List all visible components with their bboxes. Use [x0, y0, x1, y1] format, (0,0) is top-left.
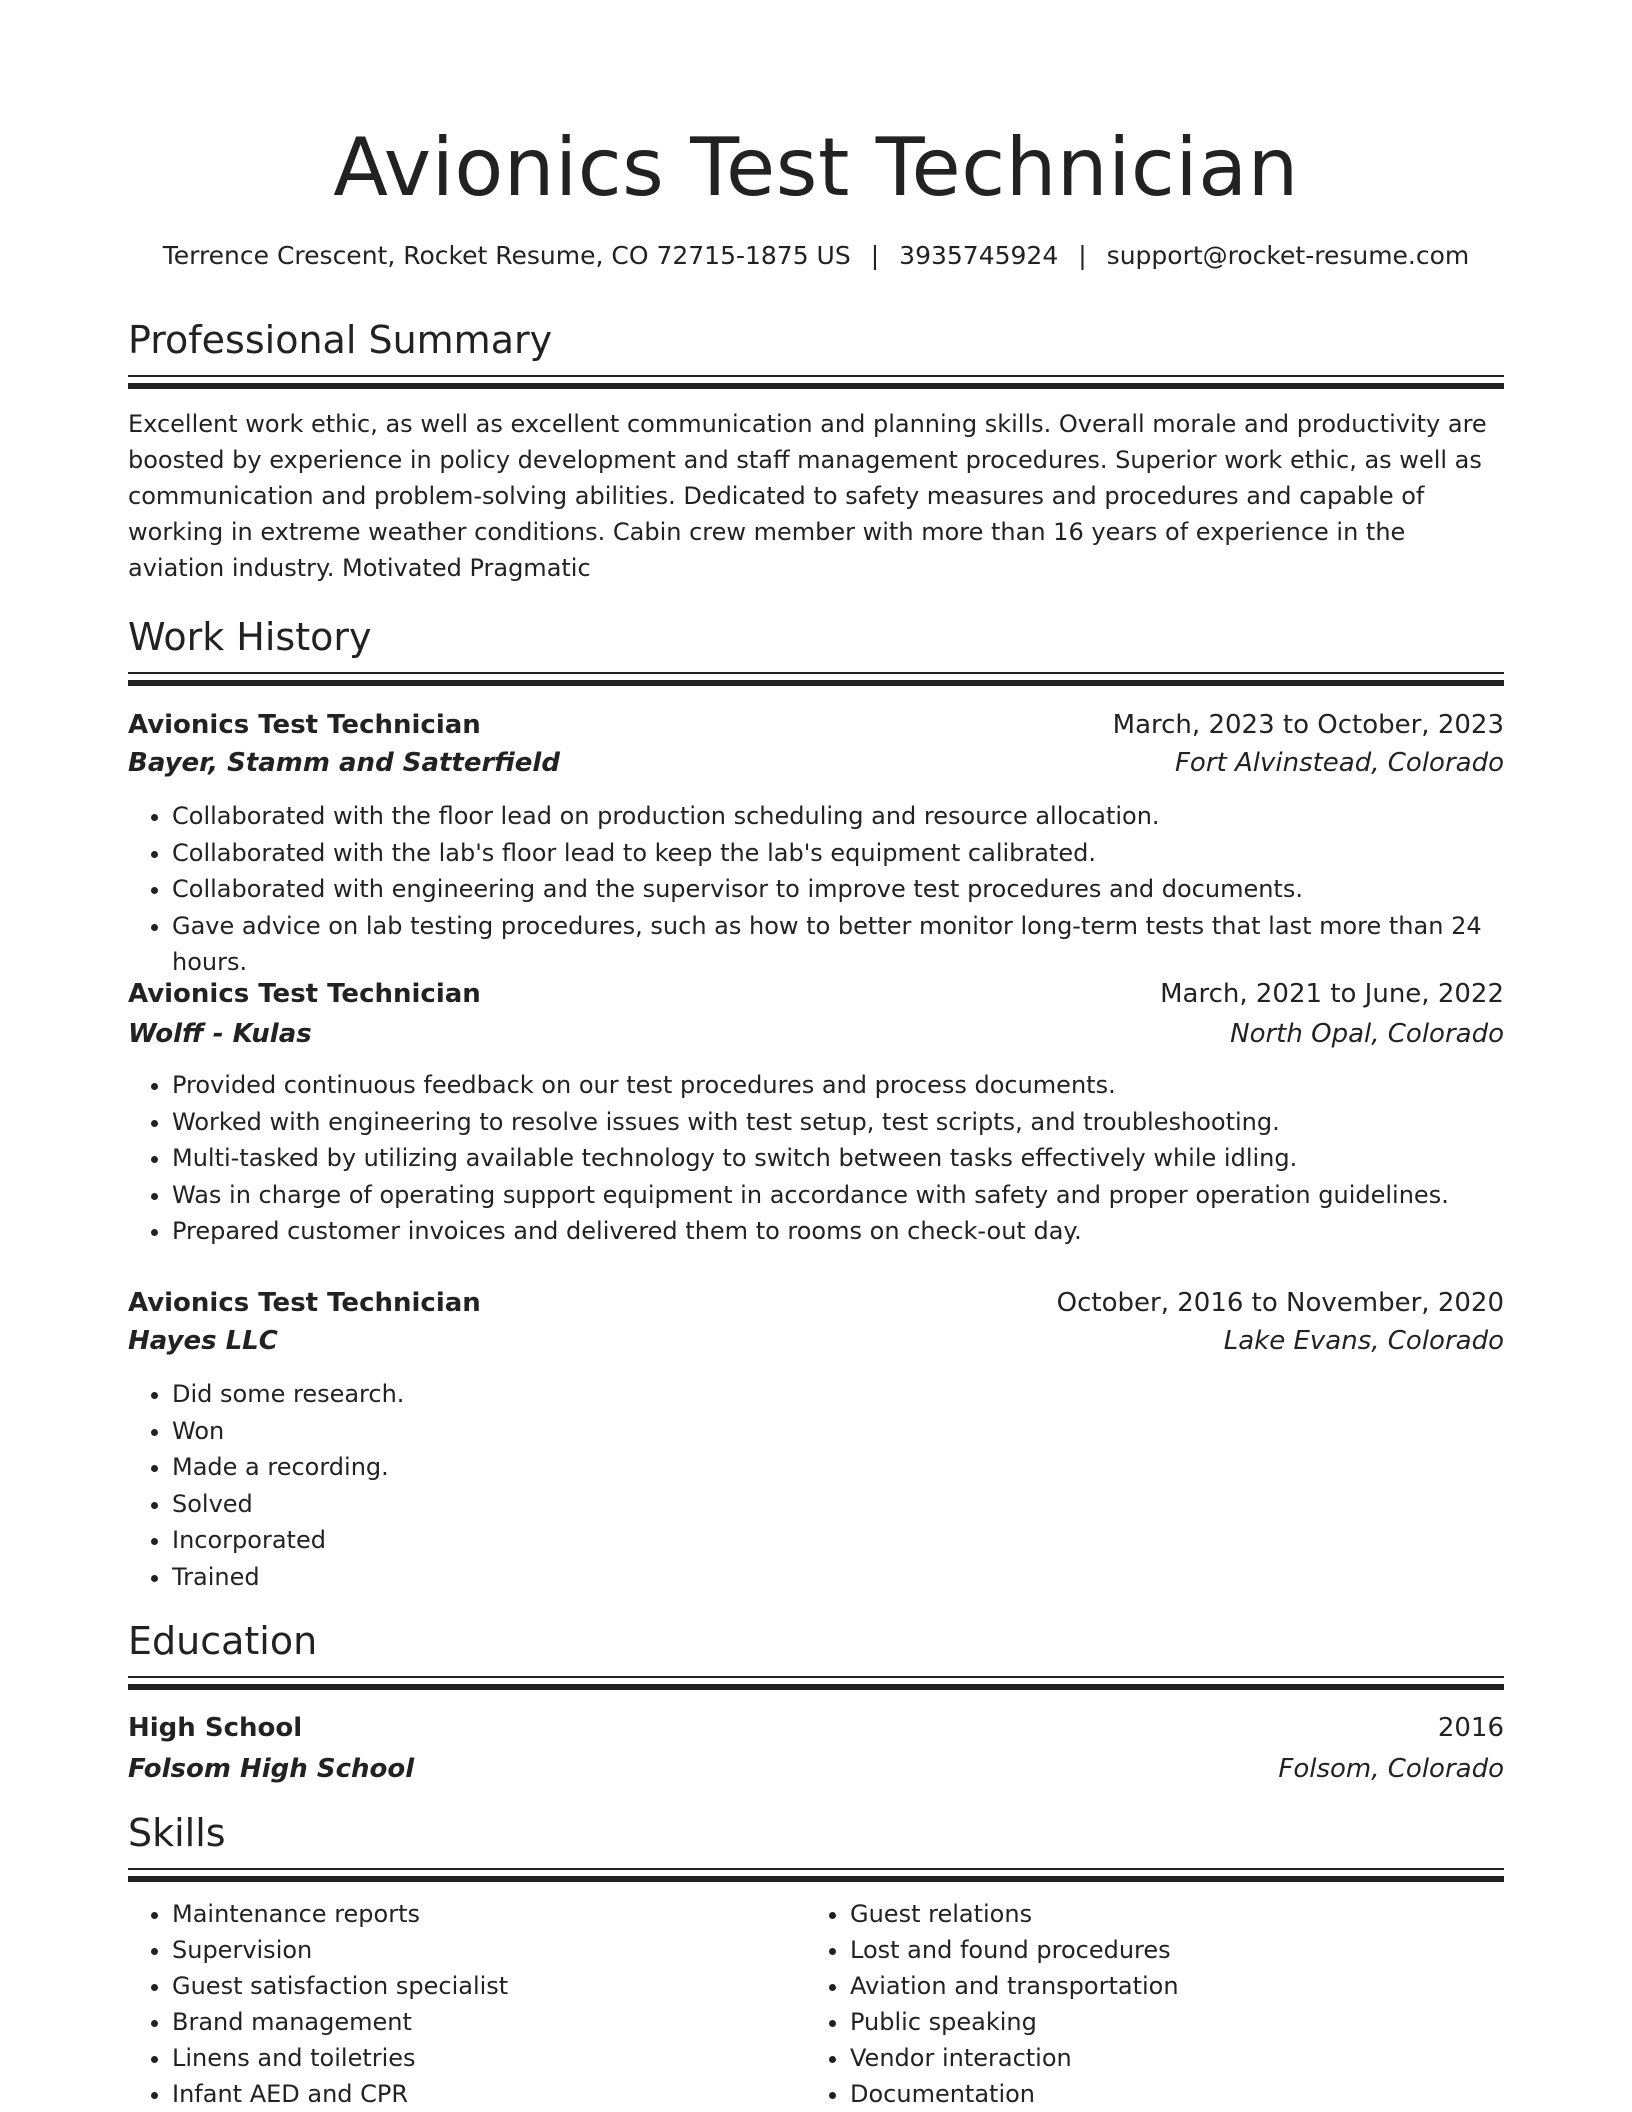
- section-title-work: Work History: [128, 615, 372, 659]
- job-company: Wolff - Kulas: [128, 1019, 312, 1049]
- job-bullets: [128, 798, 1504, 981]
- summary-text: Excellent work ethic, as well as excellent communication and planning skills. Overall morale and productivity are boosted by experience in policy development and staff management procedures. Superior work ethic, as well as communication and problem-solving abilities. Dedicated to safety measures and procedures and capable of working in extreme weather conditions. Cabin crew member with more than 16 years of experience in the aviation industry. Motivated Pragmatic: [128, 410, 1487, 582]
- list-item: • Multi-tasked by utilizing available technology to switch between tasks effectively while idling.: [172, 1140, 1504, 1177]
- job-bullets: [128, 1067, 1504, 1250]
- education-year: 2016: [1437, 1713, 1504, 1743]
- list-item: • Incorporated: [172, 1522, 1504, 1559]
- job-dates: March, 2023 to October, 2023: [1112, 710, 1504, 740]
- section-title-education: Education: [128, 1619, 318, 1663]
- skill-item: • Lost and found procedures: [850, 1932, 1450, 1968]
- section-rule-thick: [128, 1876, 1504, 1882]
- section-rule-thick: [128, 1684, 1504, 1690]
- contact-separator: |: [1078, 241, 1087, 270]
- education-school: Folsom High School: [128, 1754, 415, 1784]
- job-entry: [128, 975, 1504, 1250]
- list-item: • Made a recording.: [172, 1449, 1504, 1486]
- list-item: • Trained: [172, 1559, 1504, 1596]
- job-company: Bayer, Stamm and Satterfield: [128, 748, 560, 778]
- job-dates: March, 2021 to June, 2022: [1160, 979, 1504, 1009]
- job-title: Avionics Test Technician: [128, 710, 481, 740]
- job-title: Avionics Test Technician: [128, 979, 481, 1009]
- section-title-skills: Skills: [128, 1811, 226, 1855]
- job-location: Lake Evans, Colorado: [1223, 1326, 1504, 1356]
- section-education-header: [128, 1616, 1504, 1666]
- contact-email[interactable]: support@rocket-resume.com: [1106, 241, 1470, 270]
- skill-item: • Maintenance reports: [172, 1896, 772, 1932]
- skills-column-right: [806, 1896, 1450, 2112]
- job-entry: [128, 1284, 1504, 1595]
- resume-title: Avionics Test Technician: [333, 121, 1299, 214]
- section-summary-header: [128, 315, 1504, 365]
- list-item: • Gave advice on lab testing procedures, such as how to better monitor long-term tests that last more than 24 hours.: [172, 908, 1504, 981]
- list-item: • Did some research.: [172, 1376, 1504, 1413]
- list-item: • Was in charge of operating support equipment in accordance with safety and proper operation guidelines.: [172, 1177, 1504, 1214]
- job-dates: October, 2016 to November, 2020: [1056, 1288, 1504, 1318]
- list-item: • Collaborated with the lab's floor lead to keep the lab's equipment calibrated.: [172, 835, 1504, 872]
- skill-item: • Vendor interaction: [850, 2040, 1450, 2076]
- contact-separator: |: [870, 241, 880, 270]
- list-item: • Prepared customer invoices and delivered them to rooms on check-out day.: [172, 1213, 1504, 1250]
- skill-item: • Guest relations: [850, 1896, 1450, 1932]
- skill-item: • Guest satisfaction specialist: [172, 1968, 772, 2004]
- contact-phone: 3935745924: [899, 241, 1059, 270]
- list-item: • Collaborated with the floor lead on production scheduling and resource allocation.: [172, 798, 1504, 835]
- list-item: • Solved: [172, 1486, 1504, 1523]
- job-company: Hayes LLC: [128, 1326, 278, 1356]
- skill-item: • Documentation: [850, 2076, 1450, 2112]
- job-bullets: [128, 1376, 1504, 1595]
- section-rule-thick: [128, 383, 1504, 389]
- skill-item: • Public speaking: [850, 2004, 1450, 2040]
- section-work-header: [128, 612, 1504, 662]
- skill-item: • Aviation and transportation: [850, 1968, 1450, 2004]
- list-item: • Worked with engineering to resolve issues with test setup, test scripts, and troubleshooting.: [172, 1104, 1504, 1141]
- section-rule-thin: [128, 672, 1504, 674]
- education-entry: [128, 1709, 1504, 1788]
- job-location: North Opal, Colorado: [1230, 1019, 1504, 1049]
- skill-item: • Supervision: [172, 1932, 772, 1968]
- education-degree: High School: [128, 1713, 303, 1743]
- skill-item: • Brand management: [172, 2004, 772, 2040]
- section-skills-header: [128, 1808, 1504, 1858]
- list-item: • Collaborated with engineering and the supervisor to improve test procedures and documents.: [172, 871, 1504, 908]
- section-rule-thin: [128, 1676, 1504, 1678]
- skill-item: • Linens and toiletries: [172, 2040, 772, 2076]
- contact-address: Terrence Crescent, Rocket Resume, CO 72715-1875 US: [162, 241, 851, 270]
- job-location: Fort Alvinstead, Colorado: [1174, 748, 1504, 778]
- education-location: Folsom, Colorado: [1278, 1754, 1504, 1784]
- skills-column-left: [128, 1896, 772, 2112]
- skill-item: • Infant AED and CPR: [172, 2076, 772, 2112]
- list-item: • Won: [172, 1413, 1504, 1450]
- section-title-summary: Professional Summary: [128, 318, 553, 362]
- section-rule-thick: [128, 680, 1504, 686]
- section-rule-thin: [128, 1868, 1504, 1870]
- list-item: • Provided continuous feedback on our test procedures and process documents.: [172, 1067, 1504, 1104]
- job-title: Avionics Test Technician: [128, 1288, 481, 1318]
- job-entry: [128, 706, 1504, 981]
- section-rule-thin: [128, 375, 1504, 377]
- contact-line: [0, 238, 1632, 274]
